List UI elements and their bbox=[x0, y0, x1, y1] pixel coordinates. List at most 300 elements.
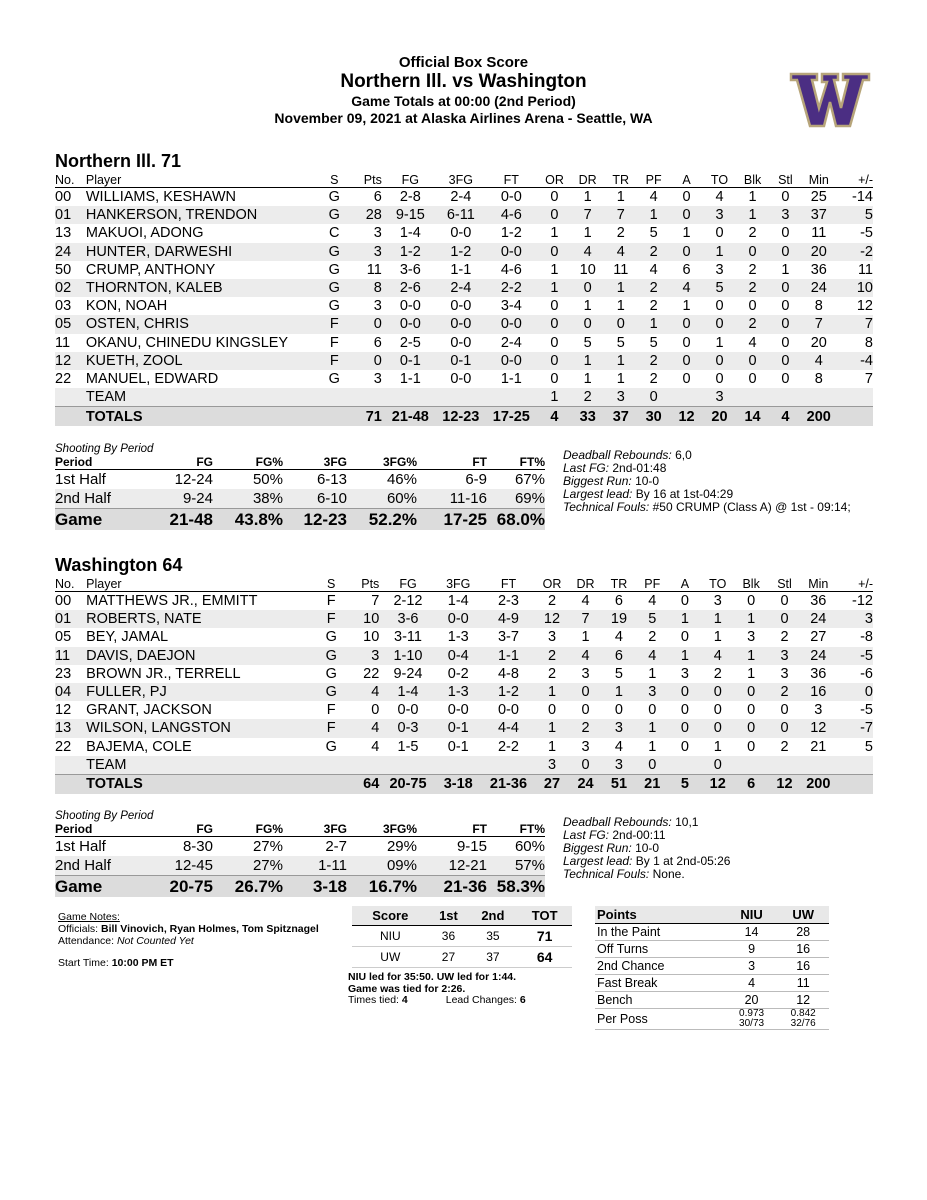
column-header: FT bbox=[482, 576, 535, 592]
table-cell: 57% bbox=[487, 856, 545, 876]
washington-logo-icon bbox=[789, 72, 871, 128]
note-label: Biggest Run: bbox=[563, 474, 632, 488]
table-cell: 2-4 bbox=[450, 189, 472, 206]
table-cell: 5 bbox=[703, 279, 736, 297]
table-cell: 0 bbox=[680, 593, 689, 610]
table-cell: 12-23 bbox=[283, 509, 347, 531]
table-cell: 1 bbox=[682, 298, 691, 315]
totals-cell: 20-75 bbox=[381, 774, 434, 794]
table-cell: 3-6 bbox=[381, 610, 434, 628]
table-cell: 0-0 bbox=[397, 702, 419, 719]
table-cell: -5 bbox=[860, 225, 873, 242]
table-cell: 4 bbox=[649, 189, 658, 206]
column-header: 1st bbox=[429, 906, 469, 926]
table-cell: 27% bbox=[252, 838, 283, 855]
table-cell: 0 bbox=[349, 315, 384, 333]
column-header: FG% bbox=[213, 455, 283, 470]
table-cell: 0 bbox=[781, 189, 790, 206]
note-label: Deadball Rebounds: bbox=[563, 815, 672, 829]
officials: Bill Vinovich, Ryan Holmes, Tom Spitznagel bbox=[101, 923, 319, 935]
table-cell: 9-24 bbox=[393, 665, 423, 682]
note-value: 2nd-01:48 bbox=[612, 461, 667, 475]
table-cell: 0-4 bbox=[435, 647, 482, 665]
table-cell: 3 bbox=[602, 756, 635, 775]
table-cell: 04 bbox=[55, 683, 86, 701]
table-cell: 0 bbox=[780, 593, 789, 610]
table-cell bbox=[768, 756, 801, 775]
table-cell: 0 bbox=[538, 315, 571, 333]
table-cell: MAKUOI, ADONG bbox=[85, 225, 204, 242]
table-cell bbox=[55, 756, 86, 775]
table-cell: 1-1 bbox=[399, 370, 421, 387]
table-cell: 1 bbox=[715, 334, 724, 351]
totals-cell: 21-36 bbox=[482, 774, 535, 794]
totals-cell: 33 bbox=[571, 407, 604, 427]
note-value: #50 CRUMP (Class A) @ 1st - 09:14; bbox=[652, 500, 851, 514]
column-header: S bbox=[320, 172, 349, 188]
team1-shooting-by-period bbox=[55, 443, 545, 530]
table-cell: G bbox=[325, 629, 337, 646]
table-cell: Fast Break bbox=[595, 975, 726, 992]
table-cell: 4 bbox=[701, 647, 734, 665]
table-cell: 6 bbox=[373, 334, 382, 351]
team1-title: Northern Ill. 71 bbox=[55, 151, 182, 171]
table-row bbox=[55, 610, 873, 628]
table-cell: BEY, JAMAL bbox=[86, 629, 169, 646]
table-cell: 0 bbox=[670, 206, 703, 224]
note-label: Technical Fouls: bbox=[563, 500, 650, 514]
table-cell: 2-2 bbox=[497, 738, 519, 755]
game-date-venue: November 09, 2021 at Alaska Airlines Arena - Seattle, WA bbox=[274, 110, 653, 126]
team2-shooting-table bbox=[55, 822, 545, 897]
table-row bbox=[55, 628, 873, 646]
table-cell: 3-4 bbox=[500, 298, 522, 315]
table-cell: 7 bbox=[864, 370, 873, 387]
table-cell: GRANT, JACKSON bbox=[86, 702, 212, 719]
per-poss-cell bbox=[777, 1009, 829, 1030]
table-cell: OKANU, CHINEDU KINGSLEY bbox=[85, 334, 289, 351]
table-cell: 0 bbox=[550, 189, 559, 206]
lead-changes: 6 bbox=[519, 994, 526, 1006]
team1-shooting-table bbox=[55, 455, 545, 530]
table-cell: 1-5 bbox=[397, 738, 419, 755]
column-header: TR bbox=[604, 172, 637, 188]
table-cell: 1 bbox=[535, 683, 569, 701]
table-cell: 0 bbox=[701, 756, 734, 775]
table-cell: 6 bbox=[602, 647, 635, 665]
table-cell: 3 bbox=[814, 702, 823, 719]
table-row bbox=[55, 683, 873, 701]
table-row bbox=[55, 837, 545, 857]
table-cell: 0 bbox=[670, 315, 703, 333]
column-header: Period bbox=[55, 822, 145, 837]
table-cell: 3 bbox=[604, 388, 637, 407]
table-cell: 0 bbox=[747, 702, 756, 719]
table-cell: 3 bbox=[713, 593, 722, 610]
column-header: DR bbox=[571, 172, 604, 188]
column-header: FG bbox=[145, 822, 213, 837]
per-poss-fraction: 32/76 bbox=[790, 1018, 816, 1029]
column-header: 3FG% bbox=[347, 822, 417, 837]
table-cell: 4-6 bbox=[500, 261, 522, 278]
table-cell: 0 bbox=[680, 702, 689, 719]
table-cell: 2 bbox=[648, 629, 657, 646]
report-header bbox=[0, 54, 927, 127]
table-cell: 4-9 bbox=[482, 610, 535, 628]
table-cell: 0 bbox=[682, 370, 691, 387]
table-cell: 16 bbox=[777, 958, 829, 975]
per-poss-cell bbox=[726, 1009, 778, 1030]
table-cell: 1 bbox=[550, 261, 559, 278]
table-cell: 0 bbox=[571, 315, 604, 333]
table-cell: 3 bbox=[769, 206, 802, 224]
table-cell: 0-0 bbox=[485, 352, 538, 370]
note-label: Biggest Run: bbox=[563, 841, 632, 855]
table-cell: TEAM bbox=[86, 388, 320, 407]
table-cell: 12 bbox=[856, 298, 873, 315]
table-cell: 7 bbox=[836, 315, 873, 333]
table-cell: 1st Half bbox=[55, 838, 106, 855]
table-cell: 0 bbox=[715, 298, 724, 315]
table-cell: 0 bbox=[781, 298, 790, 315]
table-cell: 4 bbox=[748, 334, 757, 351]
table-cell: 2-6 bbox=[384, 279, 437, 297]
table-cell: 23 bbox=[55, 665, 72, 682]
table-cell: 35 bbox=[468, 926, 517, 947]
table-cell: 00 bbox=[55, 593, 72, 610]
table-cell: 4 bbox=[604, 243, 637, 261]
table-cell: 2 bbox=[649, 370, 658, 387]
table-cell: 1 bbox=[734, 647, 767, 665]
table-cell: 6 bbox=[373, 189, 382, 206]
game-totals-row bbox=[55, 509, 545, 531]
table-row bbox=[352, 926, 572, 947]
table-cell: 10 bbox=[836, 279, 873, 297]
table-cell: 1 bbox=[637, 315, 670, 333]
totals-cell: 3-18 bbox=[435, 774, 482, 794]
table-cell: -12 bbox=[852, 593, 873, 610]
table-cell: ROBERTS, NATE bbox=[86, 610, 317, 628]
table-cell: 8-30 bbox=[182, 838, 213, 855]
score-by-period-table bbox=[352, 906, 572, 968]
table-cell: OSTEN, CHRIS bbox=[86, 315, 320, 333]
table-cell: 1-1 bbox=[450, 261, 472, 278]
note-value: 10-0 bbox=[635, 474, 660, 488]
table-cell: MATTHEWS JR., EMMITT bbox=[86, 593, 258, 610]
per-poss-value: 0.842 bbox=[790, 1008, 816, 1019]
table-cell: 25 bbox=[810, 189, 827, 206]
table-cell: 4 bbox=[346, 683, 382, 701]
per-poss-value: 0.973 bbox=[739, 1008, 765, 1019]
totals-cell: 21 bbox=[636, 774, 669, 794]
table-cell: 0 bbox=[571, 279, 604, 297]
team2-box-score-table bbox=[55, 576, 873, 794]
table-cell: 7 bbox=[802, 315, 836, 333]
table-cell: 6-10 bbox=[283, 489, 347, 509]
table-cell: 1-1 bbox=[482, 647, 535, 665]
table-cell: 13 bbox=[55, 225, 72, 242]
table-cell: 0 bbox=[682, 334, 691, 351]
table-cell: 0 bbox=[550, 334, 559, 351]
column-header: Points bbox=[595, 906, 726, 924]
table-cell: 3 bbox=[373, 225, 382, 242]
table-cell: KON, NOAH bbox=[85, 298, 168, 315]
table-cell: 3-6 bbox=[399, 261, 421, 278]
table-cell: 3 bbox=[349, 243, 384, 261]
table-cell: 3 bbox=[547, 629, 557, 646]
table-cell: 28 bbox=[777, 924, 829, 941]
table-cell: 36 bbox=[810, 261, 827, 278]
table-cell: 22 bbox=[363, 665, 380, 682]
table-cell: 0 bbox=[713, 702, 722, 719]
lead-time: NIU led for 35:50. UW led for 1:44. bbox=[348, 971, 517, 983]
table-cell: 4 bbox=[636, 647, 669, 665]
table-cell: 0 bbox=[748, 370, 757, 387]
totals-cell: 17-25 bbox=[485, 407, 538, 427]
totals-cell: 24 bbox=[569, 774, 603, 794]
table-cell: 8 bbox=[814, 370, 823, 387]
table-cell: 24 bbox=[55, 243, 86, 261]
table-cell: 1 bbox=[550, 225, 559, 242]
table-cell: 1 bbox=[616, 189, 625, 206]
totals-cell bbox=[835, 774, 873, 794]
report-type: Official Box Score bbox=[398, 54, 529, 71]
column-header: FT bbox=[417, 822, 487, 837]
table-cell: 28 bbox=[349, 206, 384, 224]
table-cell: 3 bbox=[535, 756, 569, 775]
table-cell: 9-15 bbox=[456, 838, 487, 855]
table-cell: F bbox=[329, 334, 339, 351]
table-cell: 10 bbox=[579, 261, 596, 278]
note-value: 6,0 bbox=[675, 448, 692, 462]
column-header: Min bbox=[801, 576, 835, 592]
table-cell: 0 bbox=[550, 370, 559, 387]
note-label: Last FG: bbox=[563, 828, 610, 842]
column-header: A bbox=[669, 576, 701, 592]
table-cell: 05 bbox=[55, 629, 72, 646]
table-cell: 0-0 bbox=[399, 298, 421, 315]
table-cell: 1 bbox=[701, 610, 734, 628]
note-value: 10-0 bbox=[635, 841, 660, 855]
totals-cell bbox=[836, 407, 873, 427]
table-cell: 0 bbox=[736, 243, 769, 261]
table-cell: F bbox=[317, 719, 346, 737]
table-cell: 1-2 bbox=[384, 243, 437, 261]
table-cell: 8 bbox=[814, 298, 823, 315]
column-header: UW bbox=[777, 906, 829, 924]
table-cell: 36 bbox=[429, 926, 469, 947]
totals-cell: 12-23 bbox=[437, 407, 485, 427]
table-cell: 1 bbox=[669, 610, 701, 628]
lead-changes-label: Lead Changes: bbox=[445, 994, 517, 1006]
table-cell: 3-18 bbox=[283, 876, 347, 898]
table-row bbox=[55, 719, 873, 737]
table-row bbox=[55, 224, 873, 242]
table-cell: 00 bbox=[55, 189, 72, 206]
times-tied-label: Times tied: bbox=[348, 994, 399, 1006]
table-cell: 4 bbox=[802, 352, 836, 370]
table-cell: 1st Half bbox=[55, 471, 106, 488]
table-cell: -4 bbox=[836, 352, 873, 370]
table-cell: 12-24 bbox=[174, 471, 213, 488]
table-cell: 1 bbox=[583, 370, 592, 387]
table-row bbox=[55, 334, 873, 352]
table-cell: 0 bbox=[835, 683, 873, 701]
table-cell: 4 bbox=[648, 593, 657, 610]
table-cell: NIU bbox=[352, 926, 429, 947]
totals-cell: 20 bbox=[703, 407, 736, 427]
table-cell: 13 bbox=[55, 719, 86, 737]
table-cell: G bbox=[328, 189, 340, 206]
table-cell: 1-3 bbox=[435, 683, 482, 701]
column-header: 3FG% bbox=[347, 455, 417, 470]
table-cell: 11 bbox=[811, 225, 827, 242]
table-cell: 0-0 bbox=[450, 370, 472, 387]
column-header: FT bbox=[485, 172, 538, 188]
table-cell: 0 bbox=[747, 738, 756, 755]
table-cell: Game bbox=[55, 509, 145, 531]
table-cell: -5 bbox=[860, 702, 873, 719]
column-header: 3FG bbox=[437, 172, 485, 188]
table-cell: 3 bbox=[780, 665, 789, 682]
column-header: OR bbox=[535, 576, 569, 592]
table-cell: 20 bbox=[810, 334, 827, 351]
table-row bbox=[55, 352, 873, 370]
totals-row bbox=[55, 774, 873, 794]
table-cell: 3 bbox=[768, 647, 801, 665]
table-cell: 24 bbox=[801, 647, 835, 665]
table-cell: 0 bbox=[703, 315, 736, 333]
table-cell: 3-11 bbox=[394, 629, 422, 646]
column-header: Period bbox=[55, 455, 145, 470]
table-cell: 3 bbox=[835, 610, 873, 628]
table-cell: 0 bbox=[547, 702, 557, 719]
table-cell: 11 bbox=[55, 647, 86, 665]
table-cell: 0-1 bbox=[384, 352, 437, 370]
column-header: 3FG bbox=[435, 576, 482, 592]
table-cell: 1-3 bbox=[447, 629, 469, 646]
table-cell: 1 bbox=[669, 647, 701, 665]
table-cell: 1 bbox=[604, 352, 637, 370]
table-cell: 3 bbox=[346, 647, 382, 665]
table-cell: 27% bbox=[213, 856, 283, 876]
table-cell: 0 bbox=[669, 719, 701, 737]
table-cell: 0 bbox=[670, 243, 703, 261]
column-header: DR bbox=[569, 576, 603, 592]
table-cell: 1 bbox=[713, 738, 722, 755]
table-cell: 4 bbox=[571, 243, 604, 261]
table-cell: F bbox=[317, 610, 346, 628]
table-cell: 1 bbox=[604, 279, 637, 297]
table-cell: KUETH, ZOOL bbox=[86, 352, 320, 370]
per-poss-fraction: 30/73 bbox=[739, 1018, 765, 1029]
table-cell: BROWN JR., TERRELL bbox=[86, 665, 241, 682]
table-cell: 10 bbox=[363, 629, 380, 646]
table-cell: 01 bbox=[55, 206, 86, 224]
table-cell: 0 bbox=[581, 702, 590, 719]
table-cell: 71 bbox=[517, 926, 572, 947]
table-cell: 1 bbox=[648, 665, 657, 682]
totals-cell: 12 bbox=[670, 407, 703, 427]
table-cell bbox=[670, 388, 703, 407]
table-cell: 3 bbox=[602, 719, 635, 737]
table-row bbox=[595, 992, 829, 1009]
totals-cell: 12 bbox=[701, 774, 734, 794]
table-cell: Off Turns bbox=[595, 941, 726, 958]
table-cell: 0-0 bbox=[485, 315, 538, 333]
table-cell: 0-3 bbox=[381, 719, 434, 737]
table-cell bbox=[669, 756, 701, 775]
table-cell: 2 bbox=[768, 683, 801, 701]
table-cell: 2 bbox=[637, 279, 670, 297]
table-cell: 5 bbox=[583, 334, 592, 351]
table-cell: 4 bbox=[614, 738, 623, 755]
table-cell: 5 bbox=[636, 610, 669, 628]
column-header: TO bbox=[701, 576, 734, 592]
lead-info bbox=[348, 972, 526, 1007]
table-cell bbox=[769, 388, 802, 407]
table-cell: 1-4 bbox=[399, 225, 421, 242]
table-cell: 1 bbox=[583, 189, 592, 206]
table-cell: 2 bbox=[637, 243, 670, 261]
table-cell: 0 bbox=[781, 370, 790, 387]
table-cell: 16.7% bbox=[347, 876, 417, 898]
table-cell: 8 bbox=[864, 334, 873, 351]
table-cell: 2 bbox=[748, 261, 757, 278]
table-cell: G bbox=[320, 279, 349, 297]
table-cell bbox=[384, 388, 437, 407]
table-cell: 02 bbox=[55, 279, 86, 297]
column-header: PF bbox=[636, 576, 669, 592]
table-cell: 16 bbox=[777, 941, 829, 958]
table-cell: 4 bbox=[569, 647, 603, 665]
totals-cell bbox=[320, 407, 349, 427]
table-cell: 3 bbox=[636, 683, 669, 701]
table-cell: 0 bbox=[734, 719, 767, 737]
table-row bbox=[352, 947, 572, 968]
table-cell: -14 bbox=[852, 189, 873, 206]
table-cell: 2-4 bbox=[500, 334, 522, 351]
table-cell: 46% bbox=[386, 471, 417, 488]
game-totals-row bbox=[55, 876, 545, 898]
totals-cell: 5 bbox=[669, 774, 701, 794]
table-cell bbox=[381, 756, 434, 775]
table-cell: 4-4 bbox=[482, 719, 535, 737]
table-row bbox=[55, 647, 873, 665]
table-cell: 0 bbox=[734, 683, 767, 701]
table-cell: 1 bbox=[736, 206, 769, 224]
column-header: 3FG bbox=[283, 455, 347, 470]
totals-cell: 37 bbox=[604, 407, 637, 427]
table-cell: 0 bbox=[769, 243, 802, 261]
table-cell: -5 bbox=[835, 647, 873, 665]
table-cell: 0 bbox=[569, 756, 603, 775]
table-cell: 7 bbox=[604, 206, 637, 224]
table-cell: 12 bbox=[777, 992, 829, 1009]
note-value: By 16 at 1st-04:29 bbox=[635, 487, 734, 501]
table-cell: 7 bbox=[571, 206, 604, 224]
table-cell: 4-6 bbox=[485, 206, 538, 224]
table-cell: 64 bbox=[517, 947, 572, 968]
table-row bbox=[55, 856, 545, 876]
team1-game-notes bbox=[563, 449, 851, 514]
table-cell: 2 bbox=[571, 388, 604, 407]
column-header: A bbox=[670, 172, 703, 188]
note-line bbox=[563, 868, 730, 881]
team1-box-score-table bbox=[55, 172, 873, 426]
table-cell: 10 bbox=[346, 610, 382, 628]
table-cell: 0 bbox=[648, 702, 657, 719]
